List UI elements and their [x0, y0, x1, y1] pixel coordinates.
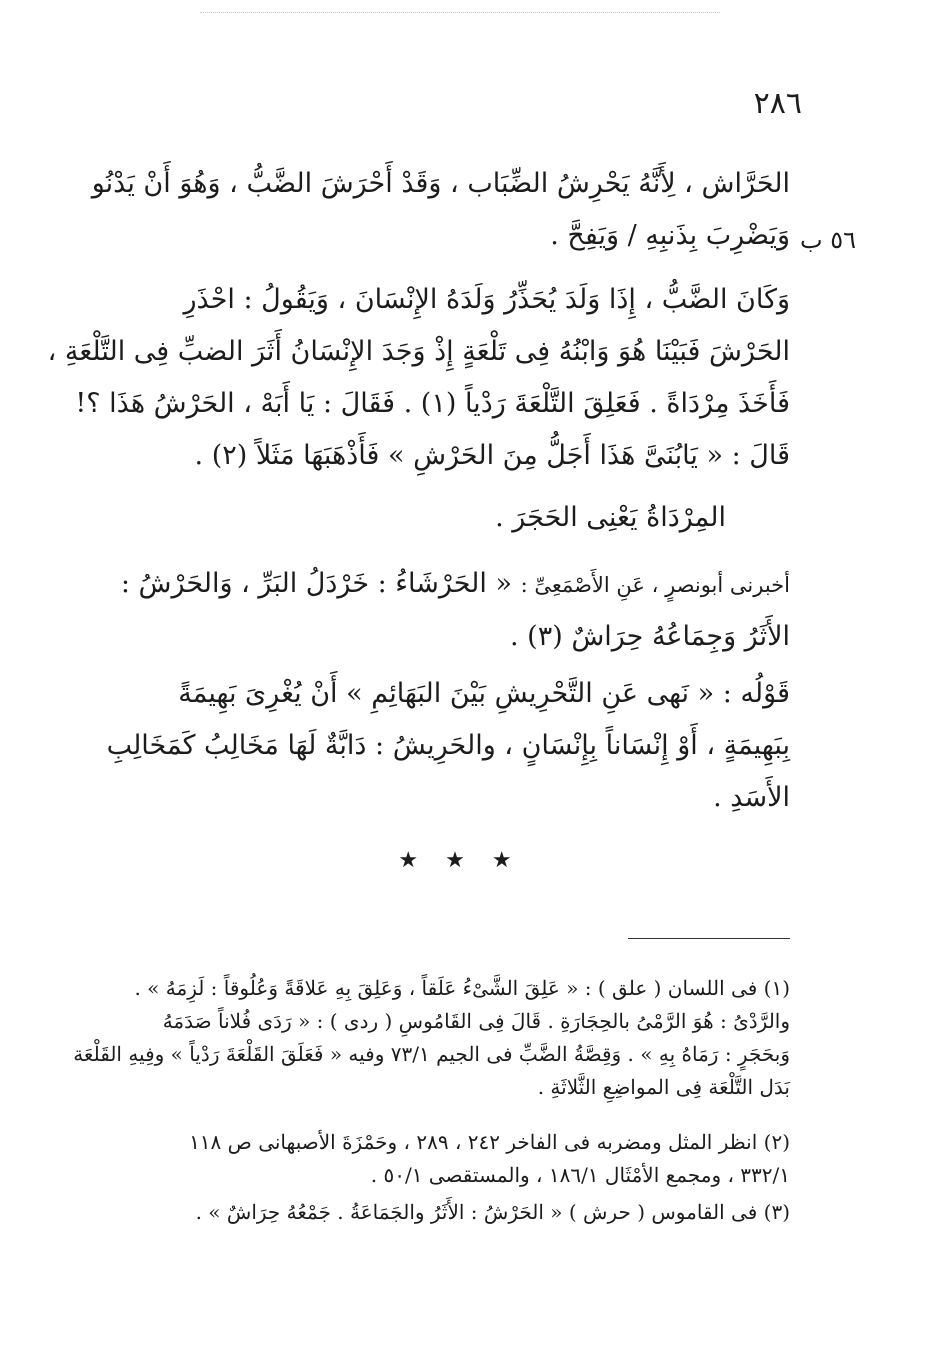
text-line [118, 558, 790, 611]
paragraph-1 [91, 158, 790, 262]
footnote-line: (١) فى اللسان ( علق ) : « عَلِقَ الشَّىْءُ عَلَقاً ، وَعَلِقَ بِهِ عَلاقَةً وَعُلُوقاً : لَزِمَهُ » . [134, 976, 790, 1000]
margin-folio-note: ٥٦ ب [799, 226, 856, 254]
footnote-line: (٣) فى القاموس ( حرش ) « الحَرْشُ : الأَثَرُ والجَمَاعَةُ . جَمْعُهُ حِرَاشٌ » . [195, 1200, 790, 1224]
paragraph-2 [47, 274, 790, 482]
text-line: الحَرَّاش ، لِأَنَّهُ يَحْرِشُ الضِّبَاب ، وَقَدْ أَحْرَشَ الضَّبُّ ، وَهُوَ أَنْ يَدْنُو [91, 168, 790, 199]
footnote-line: بَدَل التَّلْعَة فِى المواضِعِ الثَّلاثَةِ . [537, 1075, 790, 1099]
text-line: قَالَ : « يَابُنَىَّ هَذَا أَجَلُّ مِنَ الحَرْشِ » فَأَذْهَبَهَا مَثَلاً (٢) . [194, 440, 790, 471]
section-separator-stars: ★ ★ ★ [398, 848, 522, 873]
narration-lead: أخبرنى أبونصرٍ ، عَنِ الأَصْمَعِىِّ : [520, 573, 790, 597]
footnote-line: وَبحَجَرٍ : رَمَاهُ بِهِ » . وَقِصَّةُ الضَّبِّ فى الجيم ٧٣/١ وفيه « فَعَلَقَ القَلْعَةَ رَدْياً » وفِيهِ القَلْعَة [73, 1042, 790, 1066]
text-line: الأَسَدِ . [713, 782, 790, 813]
footnote-3 [118, 1196, 790, 1229]
top-scan-edge [200, 12, 720, 13]
paragraph-3 [118, 492, 790, 544]
text-line: فَأَخَذَ مِرْدَاةً . فَعَلِقَ التَّلْعَةَ رَدْياً (١) . فَقَالَ : يَا أَبَهْ ، الحَرْشُ هَذَا ؟! [75, 388, 790, 419]
text-line: بِبَهِيمَةٍ ، أَوْ إِنْسَاناً بِإِنْسَانٍ ، والحَرِيشُ : دَابَّةٌ لَهَا مَخَالِبُ كَمَخَالِبِ [106, 730, 790, 761]
text-line: قَوْلُه : « نَهى عَنِ التَّحْرِيشِ بَيْنَ البَهَائِمِ » أَنْ يُغْرِىَ بَهِيمَةً [178, 678, 790, 709]
footnote-line: والرَّدْىُ : هُوَ الرَّمْىُ بالحِجَارَةِ . قَالَ فِى القَامُوسِ ( ردى ) : « رَدَى فُلاناً صَدَمَهُ [162, 1009, 790, 1033]
footnote-1 [73, 972, 790, 1104]
footnote-2 [118, 1126, 790, 1192]
footnote-line: (٢) انظر المثل ومضربه فى الفاخر ٢٤٢ ، ٢٨٩ ، وحَمْزَةَ الأصبهانى ص ١١٨ [189, 1130, 790, 1154]
footnote-rule [628, 938, 790, 939]
text-line: المِرْدَاةُ يَعْنِى الحَجَرَ . [495, 502, 726, 533]
paragraph-5 [106, 668, 790, 824]
text-line: الأَثَرُ وَجِمَاعُهُ حِرَاشٌ (٣) . [509, 621, 790, 652]
text-line: وَكَانَ الضَّبُّ ، إِذَا وَلَدَ يُحَذِّرُ وَلَدَهُ الإِنْسَانَ ، وَيَقُولُ : احْذَرِ [183, 284, 790, 315]
text-line: الحَرْشَ فَبَيْنَا هُوَ وَابْنُهُ فِى تَلْعَةٍ إِذْ وَجَدَ الإِنْسَانُ أَثَرَ الضبِّ فِى التَّلْعَةِ ، [47, 336, 790, 367]
footnote-line: ٣٣٢/١ ، ومجمع الأمْثَال ١٨٦/١ ، والمستقصى ٥٠/١ . [370, 1163, 790, 1187]
text-line: وَيَضْرِبَ بِذَنبِهِ / وَيَفِحَّ . [550, 220, 790, 251]
narration-text: « الحَرْشَاءُ : خَرْدَلُ البَرِّ ، وَالحَرْشُ : [120, 568, 512, 599]
paragraph-4 [118, 558, 790, 663]
page-number: ٢٨٦ [753, 86, 802, 121]
